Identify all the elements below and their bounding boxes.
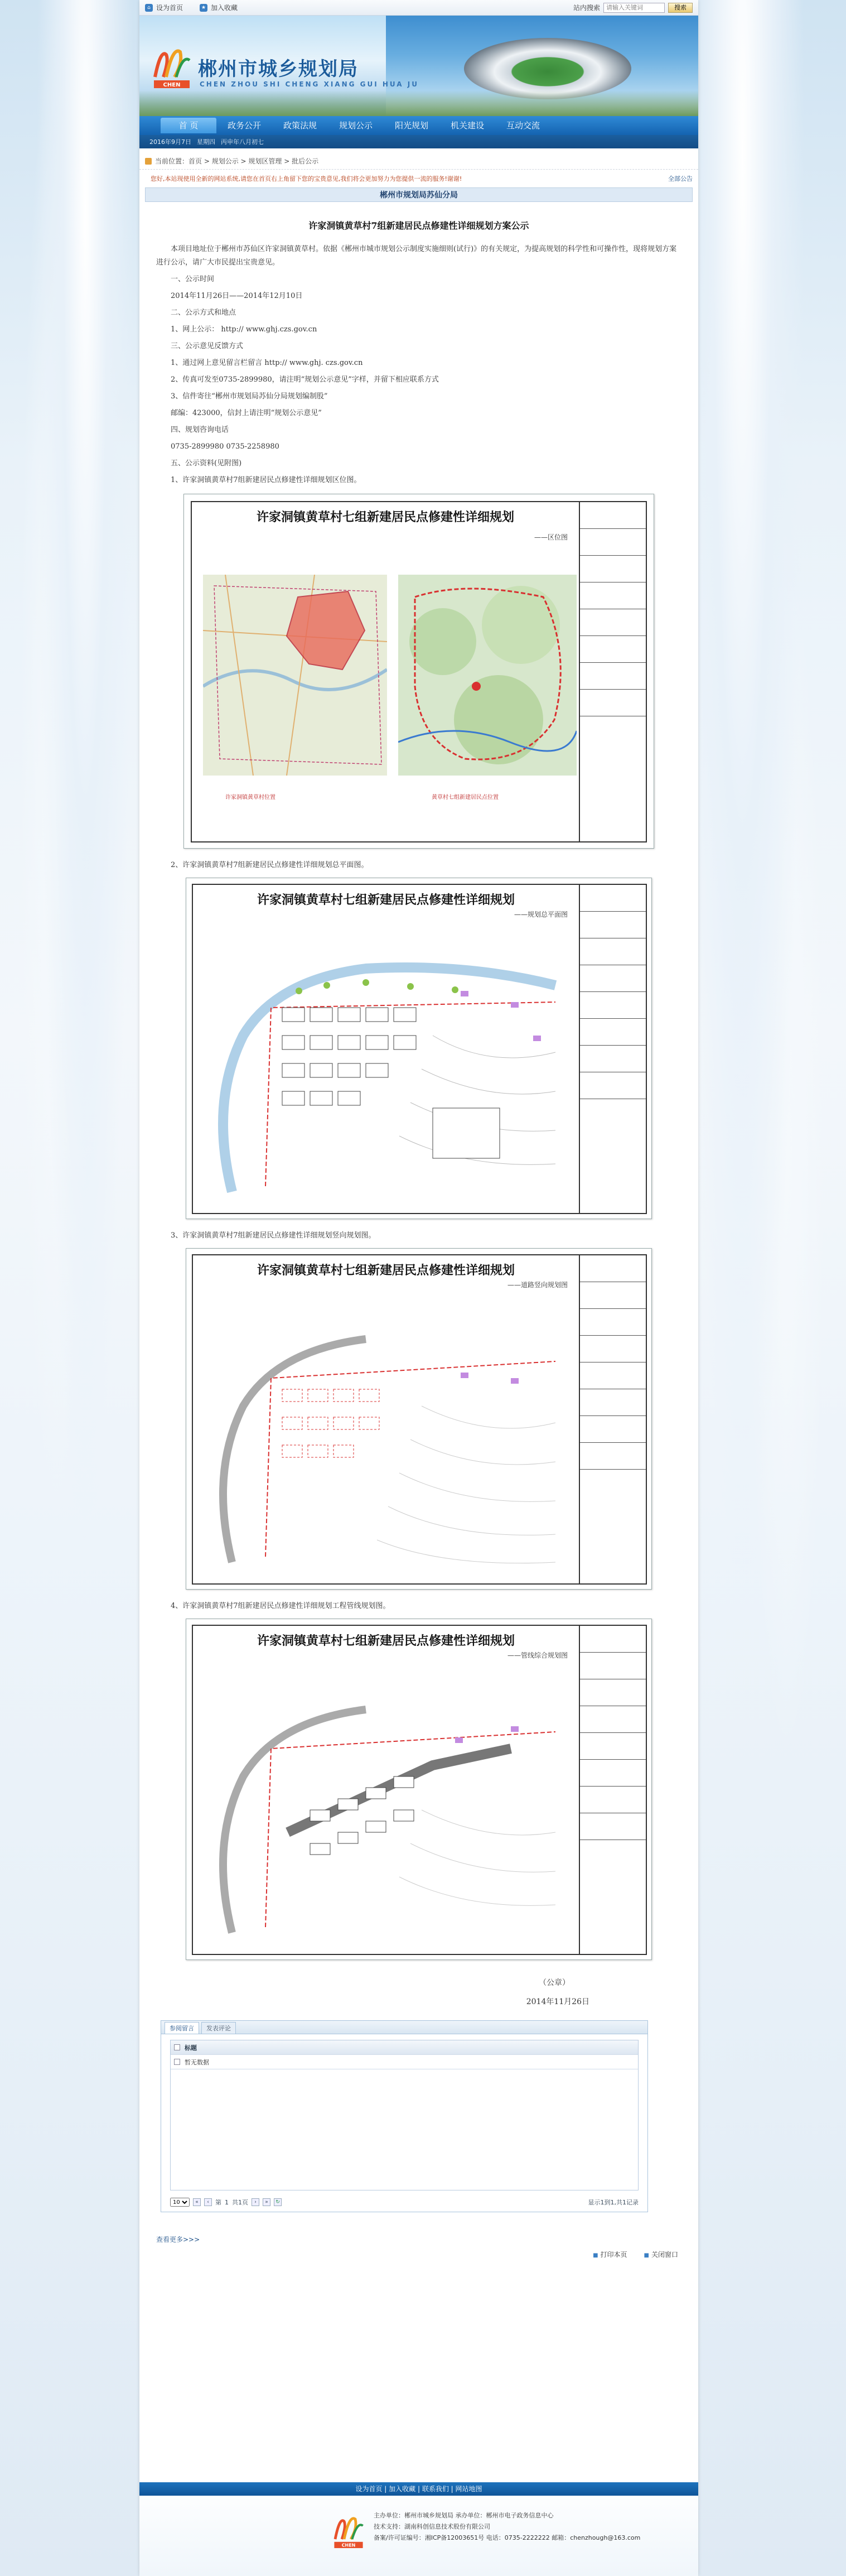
notice-text[interactable]: 您好,本站现使用全新的网站系统,请您在首页右上角留下您的宝贵意见,我们将会更加努力为您提供一流的服务!谢谢! xyxy=(151,175,462,182)
feedback-mail: 3、信件寄往“郴州市规划局苏仙分局规划编制股” xyxy=(171,392,328,401)
nav-planning-notice[interactable]: 规划公示 xyxy=(339,121,373,131)
figure-2-caption: 2、许家洞镇黄草村7组新建居民点修建性详细规划总平面图。 xyxy=(171,861,369,869)
drawing-title-block xyxy=(579,1255,646,1583)
banner-ground xyxy=(139,90,698,116)
article xyxy=(139,219,698,2007)
section-phone: 四、规划咨询电话 xyxy=(171,426,229,434)
feedback-online: 1、通过网上意见留言栏留言 http:// www.ghj. czs.gov.cn xyxy=(171,359,363,367)
top-bar xyxy=(139,0,698,16)
figure-1-caption: 1、许家洞镇黄草村7组新建居民点修建性详细规划区位图。 xyxy=(171,476,361,484)
print-page-button[interactable]: ■ 打印本页 xyxy=(593,2250,627,2259)
add-favorite-link[interactable]: ★ 加入收藏 xyxy=(200,3,238,12)
search-input[interactable] xyxy=(603,3,665,13)
article-title: 许家洞镇黄草村7组新建居民点修建性详细规划方案公示 xyxy=(308,220,529,231)
date-text: 2016年9月7日 xyxy=(149,138,191,146)
map-caption-1: 许家洞镇黄草村位置 xyxy=(225,795,275,801)
breadcrumb-path[interactable]: 首页 > 规划公示 > 规划区管理 > 批后公示 xyxy=(188,157,319,165)
refresh-icon[interactable]: ↻ xyxy=(274,2198,282,2206)
drawing-title: 许家洞镇黄草村七组新建居民点修建性详细规划 xyxy=(257,1634,515,1648)
background-left xyxy=(0,0,142,2576)
all-notices-link[interactable]: 全部公告 xyxy=(668,175,693,182)
page-label: 第 xyxy=(215,2199,221,2206)
footer-sponsor: 主办单位：郴州市城乡规划局 承办单位：郴州市电子政务信息中心 xyxy=(374,2512,554,2519)
drawing-title: 许家洞镇黄草村七组新建居民点修建性详细规划 xyxy=(256,510,514,524)
drawing-subtitle: ——区位图 xyxy=(534,533,568,541)
feedback-postcode: 邮编：423000，信封上请注明“规划公示意见” xyxy=(171,409,322,417)
publish-date: 2014年11月26日 xyxy=(526,1997,589,2006)
section-feedback: 三、公示意见反馈方式 xyxy=(171,342,244,350)
drawing-subtitle: ——管线综合规划图 xyxy=(507,1651,568,1659)
nav-agency[interactable]: 机关建设 xyxy=(450,121,484,131)
feedback-fax: 2、传真可发至0735-2899980，请注明“规划公示意见”字样，并留下相应联系方式 xyxy=(171,375,439,384)
tab-read-comments[interactable]: 参阅留言 xyxy=(165,2022,199,2034)
comments-grid xyxy=(170,2040,639,2190)
set-homepage-link[interactable]: ⌂ 设为首页 xyxy=(145,3,183,12)
drawing-subtitle: ——道路竖向规划图 xyxy=(507,1281,568,1289)
section-time: 一、公示时间 xyxy=(171,275,215,283)
nav-policies[interactable]: 政策法规 xyxy=(283,121,317,131)
close-window-button[interactable]: ■ 关闭窗口 xyxy=(644,2250,678,2259)
drawing-title-block xyxy=(579,502,646,841)
organization-heading: 郴州市规划局苏仙分局 xyxy=(145,187,693,202)
footer-support: 技术支持：湖南科创信息技术股份有限公司 xyxy=(374,2523,490,2530)
footer-nav[interactable]: 设为首页 | 加入收藏 | 联系我们 | 网站地图 xyxy=(139,2482,698,2496)
village-map xyxy=(398,575,577,776)
search-label: 站内搜索 xyxy=(573,4,600,12)
view-more-link[interactable]: 查看更多>>> xyxy=(156,2236,200,2243)
main-nav xyxy=(139,116,698,135)
article-intro: 本项目地址位于郴州市苏仙区许家洞镇黄草村。依据《郴州市城市规划公示制度实施细则(试行)》的有关规定，为提高规划的科学性和可操作性，现将规划方案进行公示，请广大市民提出宝贵意见。 xyxy=(156,245,677,267)
page-size-select[interactable] xyxy=(170,2198,190,2207)
drawing-frame xyxy=(192,1625,647,1955)
comments-panel xyxy=(161,2020,648,2212)
star-icon: ★ xyxy=(200,4,207,12)
select-all-checkbox[interactable] xyxy=(174,2044,180,2050)
city-logo-icon xyxy=(149,38,194,94)
figure-vertical-plan xyxy=(186,1248,652,1590)
home-icon: ⌂ xyxy=(145,4,153,12)
footer-contact: 备案/许可证编号：湘ICP备12003651号 电话：0735-2222222 邮箱：chenzhough@163.com xyxy=(374,2534,641,2541)
location-icon xyxy=(145,158,152,165)
page-container xyxy=(139,0,698,2576)
site-title: 郴州市城乡规划局 xyxy=(198,58,359,80)
drawing-title: 许家洞镇黄草村七组新建居民点修建性详细规划 xyxy=(257,1263,515,1278)
search-button[interactable]: 搜索 xyxy=(668,3,693,13)
page-actions xyxy=(139,2250,698,2259)
drawing-subtitle: ——规划总平面图 xyxy=(514,911,568,918)
column-title: 标题 xyxy=(185,2044,197,2052)
drawing-title: 许家洞镇黄草村七组新建居民点修建性详细规划 xyxy=(257,893,515,907)
footer xyxy=(139,2482,698,2576)
figure-pipeline-plan xyxy=(186,1619,652,1960)
vertical-plan-drawing xyxy=(199,1294,578,1579)
drawing-frame xyxy=(191,501,647,842)
section-phone-value: 0735-2899980 0735-2258980 xyxy=(171,442,279,451)
figure-master-plan xyxy=(186,878,652,1219)
breadcrumb-label: 当前位置： xyxy=(155,157,189,165)
drawing-frame xyxy=(192,884,647,1214)
footer-logo-icon xyxy=(329,2508,368,2553)
figure-location-map xyxy=(183,494,654,849)
nav-home[interactable]: 首 页 xyxy=(161,118,216,133)
region-map xyxy=(203,575,387,776)
table-row xyxy=(171,2055,638,2069)
logo-text: CHEN xyxy=(163,82,181,88)
official-seal-text: （公章） xyxy=(539,1978,570,1987)
empty-text: 暂无数据 xyxy=(185,2058,209,2066)
page-number[interactable]: 1 xyxy=(225,2198,229,2206)
drawing-title-block xyxy=(579,1626,646,1954)
pagination xyxy=(161,2196,647,2208)
site-subtitle: CHEN ZHOU SHI CHENG XIANG GUI HUA JU xyxy=(200,80,419,88)
last-page-icon[interactable]: » xyxy=(263,2198,270,2206)
row-checkbox[interactable] xyxy=(174,2059,180,2065)
section-time-value: 2014年11月26日——2014年12月10日 xyxy=(171,292,303,300)
figure-3-caption: 3、许家洞镇黄草村7组新建居民点修建性详细规划竖向规划图。 xyxy=(171,1231,376,1240)
section-method: 二、公示方式和地点 xyxy=(171,309,236,317)
header-banner xyxy=(139,16,698,116)
prev-page-icon[interactable]: ‹ xyxy=(204,2198,212,2206)
background-right xyxy=(698,0,846,2576)
figure-4-caption: 4、许家洞镇黄草村7组新建居民点修建性详细规划工程管线规划图。 xyxy=(171,1602,390,1610)
section-method-value: 1、网上公示： http:// www.ghj.czs.gov.cn xyxy=(171,325,317,334)
weekday-text: 星期四 xyxy=(197,138,215,146)
comments-tabs xyxy=(161,2021,647,2034)
pipeline-plan-drawing xyxy=(199,1665,578,1949)
footer-info xyxy=(374,2510,640,2544)
grid-header xyxy=(171,2040,638,2055)
record-info: 显示1到1,共1记录 xyxy=(588,2199,639,2206)
drawing-frame xyxy=(192,1254,647,1585)
section-materials: 五、公示资料(见附图) xyxy=(171,459,242,468)
nav-open-planning[interactable]: 阳光规划 xyxy=(394,121,428,131)
next-page-icon[interactable]: › xyxy=(252,2198,259,2206)
page-total: 共1页 xyxy=(232,2199,248,2206)
notice-bar xyxy=(139,172,698,185)
tab-post-comment[interactable]: 发表评论 xyxy=(201,2022,236,2034)
nav-government-affairs[interactable]: 政务公开 xyxy=(227,121,261,131)
first-page-icon[interactable]: « xyxy=(193,2198,201,2206)
footer-logo-text: CHEN xyxy=(341,2543,356,2548)
lunar-text: 丙申年八月初七 xyxy=(221,138,264,146)
map-caption-2: 黄草村七组新建居民点位置 xyxy=(432,795,499,801)
master-plan-drawing xyxy=(199,924,578,1208)
drawing-title-block xyxy=(579,885,646,1213)
date-bar xyxy=(139,135,698,148)
breadcrumb xyxy=(139,153,698,170)
nav-interaction[interactable]: 互动交流 xyxy=(506,121,540,131)
